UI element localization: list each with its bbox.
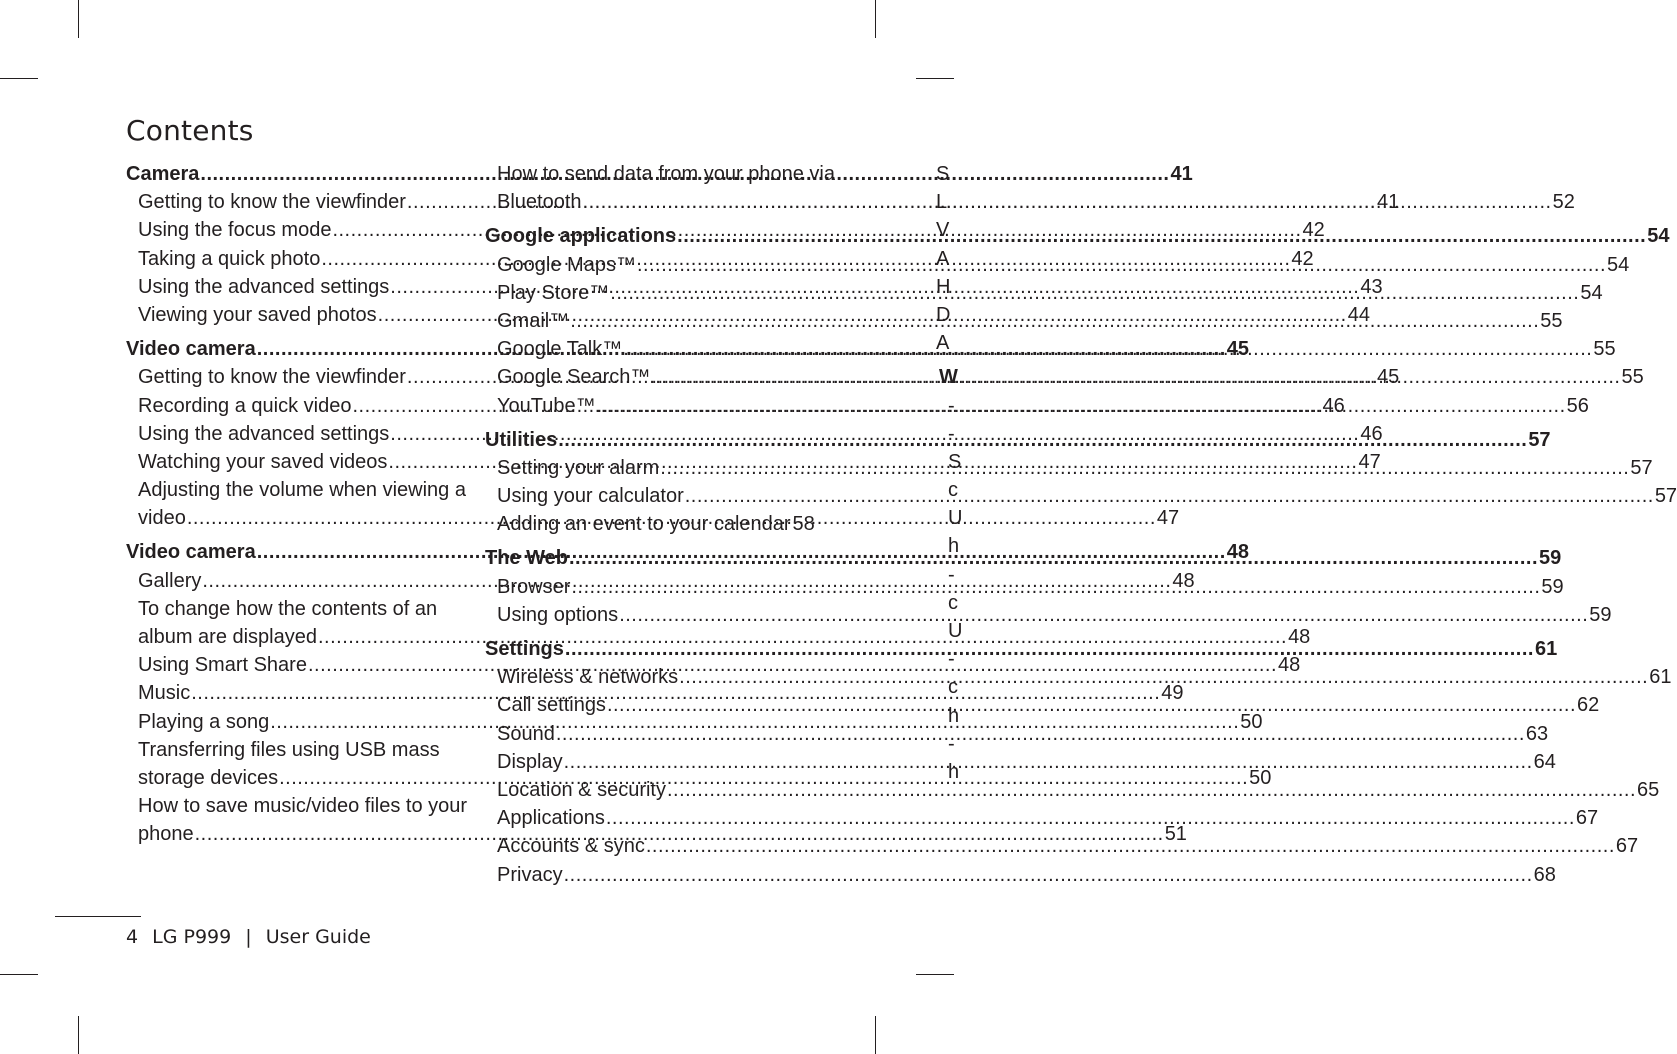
toc-page-number: 55 bbox=[1540, 309, 1563, 332]
toc-page-number: 63 bbox=[1525, 722, 1549, 745]
toc-page-number: 67 bbox=[1575, 807, 1599, 830]
dot-leader bbox=[558, 426, 1527, 454]
toc-entry[interactable] bbox=[485, 748, 1556, 776]
toc-page-number: 42 bbox=[1291, 247, 1314, 270]
toc-entry-title: Gmail™ bbox=[497, 309, 570, 332]
toc-page-number: 48 bbox=[1288, 626, 1311, 648]
edge-fragment: L bbox=[936, 191, 948, 214]
toc-page-number: 58 bbox=[792, 513, 815, 536]
toc-entry-text: How to send data from your phone via bbox=[497, 163, 835, 185]
edge-fragment: U bbox=[948, 620, 963, 642]
toc-page-number: 48 bbox=[1226, 541, 1250, 564]
toc-page-number: 54 bbox=[1647, 225, 1670, 248]
toc-page-number: 42 bbox=[1302, 219, 1325, 242]
dot-leader bbox=[597, 392, 1566, 420]
toc-entry-title: Music bbox=[138, 682, 191, 705]
toc-page-number: 49 bbox=[1161, 682, 1184, 705]
toc-page-number: 59 bbox=[1539, 547, 1562, 570]
dot-leader bbox=[606, 804, 1575, 832]
edge-fragment: - bbox=[948, 732, 955, 755]
toc-page-number: 46 bbox=[1360, 422, 1383, 445]
dot-leader bbox=[637, 251, 1606, 279]
toc-page-number: 59 bbox=[1589, 603, 1612, 626]
dot-leader bbox=[677, 222, 1646, 250]
dot-leader bbox=[607, 691, 1576, 719]
toc-entry-title: Wireless & networks bbox=[497, 666, 679, 689]
toc-entry-title: Camera bbox=[126, 163, 200, 185]
dot-leader bbox=[651, 363, 1620, 391]
toc-page-number: 61 bbox=[1649, 666, 1672, 689]
toc-page-number: 51 bbox=[1164, 823, 1187, 846]
toc-page-number: 59 bbox=[1541, 575, 1564, 598]
toc-page-number: 44 bbox=[1347, 303, 1370, 326]
toc-entry-text: How to save music/video files to your bbox=[138, 795, 468, 818]
dot-leader bbox=[660, 454, 1629, 482]
toc-entry-title: Google Maps™ bbox=[497, 253, 636, 276]
edge-fragment: h bbox=[948, 535, 960, 558]
edge-fragment: - bbox=[948, 563, 955, 586]
dot-leader bbox=[619, 601, 1588, 629]
toc-page-number: 55 bbox=[1593, 338, 1616, 361]
edge-fragment: A bbox=[936, 332, 950, 355]
toc-entry-title: Taking a quick photo bbox=[138, 247, 321, 270]
dot-leader bbox=[571, 573, 1540, 601]
toc-entry-title: Google Search™ bbox=[497, 366, 651, 389]
toc-page-number: 62 bbox=[1577, 694, 1600, 717]
toc-page-number: 52 bbox=[1552, 191, 1575, 214]
toc-page-number: 64 bbox=[1533, 750, 1556, 773]
toc-entry-title: Gallery bbox=[138, 569, 202, 592]
toc-entry-text: To change how the contents of an bbox=[138, 597, 438, 620]
page-footer bbox=[126, 926, 379, 948]
edge-fragment: c bbox=[948, 591, 958, 614]
toc-page-number: 57 bbox=[1630, 456, 1653, 479]
edge-fragment: U bbox=[948, 507, 963, 530]
toc-page-number: 46 bbox=[1322, 394, 1345, 417]
toc-page-number: 57 bbox=[1528, 428, 1551, 451]
toc-entry-title: Call settings bbox=[497, 694, 606, 717]
edge-fragment: A bbox=[936, 247, 950, 270]
dot-leader bbox=[564, 748, 1533, 776]
crop-mark-left-top bbox=[0, 78, 38, 79]
toc-entry-title: phone bbox=[138, 823, 194, 846]
toc-page-number: 47 bbox=[1358, 450, 1381, 473]
toc-entry-title: Watching your saved videos bbox=[138, 450, 388, 473]
toc-entry-title: Recording a quick video bbox=[138, 394, 352, 417]
edge-fragment: - bbox=[948, 394, 955, 417]
footer-guide: User Guide bbox=[265, 926, 371, 948]
adjacent-page-edge bbox=[936, 160, 963, 786]
toc-entry-title: Getting to know the viewfinder bbox=[138, 191, 406, 214]
toc-entry-title: Playing a song bbox=[138, 710, 270, 733]
toc-page-number: 48 bbox=[1172, 569, 1195, 592]
toc-entry-title: Using the advanced settings bbox=[138, 422, 390, 445]
toc-page-number: 55 bbox=[1621, 366, 1644, 389]
toc-entry-title: YouTube™ bbox=[497, 394, 596, 417]
crop-mark-right-top bbox=[916, 78, 954, 79]
edge-fragment: W bbox=[939, 366, 958, 389]
toc-page-number: 48 bbox=[1278, 654, 1301, 677]
crop-mark-bottom-right bbox=[875, 1016, 876, 1054]
toc-page-number: 65 bbox=[1637, 778, 1660, 801]
toc-entry-title: Viewing your saved photos bbox=[138, 303, 377, 326]
dot-leader bbox=[685, 482, 1654, 510]
toc-page-number: 54 bbox=[1607, 253, 1630, 276]
toc-entry-title: Using Smart Share bbox=[138, 654, 307, 677]
toc-entry-title: Using options bbox=[497, 603, 619, 626]
toc-entry-title: video bbox=[138, 507, 186, 530]
toc-entry-title: Display bbox=[497, 750, 563, 773]
toc-page-number: 43 bbox=[1360, 275, 1383, 298]
edge-fragment: H bbox=[936, 275, 951, 298]
crop-mark-bottom-left bbox=[78, 1016, 79, 1054]
toc-entry-title: Adding an event to your calendar bbox=[497, 513, 791, 536]
dot-leader bbox=[570, 307, 1539, 335]
page-title: Contents bbox=[126, 114, 254, 147]
dot-leader bbox=[623, 335, 1592, 363]
toc-page-number: 50 bbox=[1240, 710, 1263, 733]
toc-entry-title: album are displayed bbox=[138, 626, 317, 648]
toc-entry-title: Video camera bbox=[126, 541, 256, 564]
toc-entry-title: Video camera bbox=[126, 338, 256, 361]
edge-fragment: V bbox=[936, 219, 950, 242]
edge-fragment: - bbox=[948, 422, 955, 445]
dot-leader bbox=[667, 776, 1636, 804]
toc-page-number: 45 bbox=[1376, 366, 1400, 389]
toc-page-number: 68 bbox=[1533, 863, 1556, 886]
edge-fragment: S bbox=[948, 450, 962, 473]
toc-page-number: 50 bbox=[1249, 766, 1272, 789]
toc-entry-title: Utilities bbox=[485, 428, 558, 451]
toc-entry-title: Using the focus mode bbox=[138, 219, 332, 242]
toc-entry[interactable] bbox=[485, 482, 1677, 510]
dot-leader bbox=[565, 635, 1534, 663]
footer-model: LG P999 bbox=[152, 926, 232, 948]
toc-entry-text: Adjusting the volume when viewing a bbox=[138, 479, 466, 502]
toc-entry[interactable] bbox=[485, 601, 1612, 629]
toc-page-number: 67 bbox=[1615, 835, 1639, 858]
toc-entry-title: Accounts & sync bbox=[497, 835, 645, 858]
toc-page-number: 41 bbox=[1170, 163, 1193, 185]
toc-entry-text: Transferring files using USB mass bbox=[138, 738, 440, 761]
toc-page-number: 56 bbox=[1566, 394, 1589, 417]
edge-fragment: h bbox=[948, 704, 960, 727]
footer-rule bbox=[55, 916, 141, 917]
toc-entry-title: Setting your alarm bbox=[497, 456, 660, 479]
crop-mark-right-bottom bbox=[916, 974, 954, 975]
toc-page-number: 47 bbox=[1156, 507, 1180, 530]
toc-entry-title: Sound bbox=[497, 722, 555, 745]
edge-fragment: - bbox=[948, 648, 955, 671]
toc-page-number: 57 bbox=[1654, 485, 1677, 508]
edge-fragment: D bbox=[936, 303, 951, 326]
toc-entry-title: storage devices bbox=[138, 766, 279, 789]
dot-leader bbox=[610, 279, 1579, 307]
toc-page-number: 45 bbox=[1226, 338, 1250, 361]
toc-entry-title: Bluetooth bbox=[497, 191, 582, 214]
toc-entry-title: Privacy bbox=[497, 863, 563, 886]
toc-entry-title: Using the advanced settings bbox=[138, 275, 390, 298]
toc-entry[interactable] bbox=[485, 510, 815, 538]
dot-leader bbox=[569, 544, 1538, 572]
edge-fragment: c bbox=[948, 479, 958, 502]
crop-mark-top-right bbox=[875, 0, 876, 38]
toc-entry-title: Play Store™ bbox=[497, 281, 610, 304]
toc-entry-title: Getting to know the viewfinder bbox=[138, 366, 406, 389]
edge-fragment: c bbox=[948, 676, 958, 699]
toc-entry-title: Browser bbox=[497, 575, 571, 598]
crop-mark-top-left bbox=[78, 0, 79, 38]
toc-entry-title: Google applications bbox=[485, 225, 677, 248]
toc-page-number: 61 bbox=[1534, 638, 1558, 660]
dot-leader bbox=[564, 861, 1533, 889]
crop-mark-left-bottom bbox=[0, 974, 38, 975]
dot-leader bbox=[679, 663, 1648, 691]
toc-entry-title: Settings bbox=[485, 638, 564, 660]
page-number: 4 bbox=[126, 926, 139, 948]
edge-fragment: S bbox=[936, 163, 950, 185]
toc-entry-title: Location & security bbox=[497, 778, 666, 801]
toc-entry-title: The Web bbox=[485, 547, 568, 570]
edge-fragment: h bbox=[948, 760, 960, 783]
toc-entry-title: Applications bbox=[497, 807, 605, 830]
toc-entry[interactable] bbox=[485, 861, 1556, 889]
dot-leader bbox=[556, 720, 1525, 748]
toc-page-number: 54 bbox=[1580, 281, 1603, 304]
dot-leader bbox=[646, 832, 1615, 860]
toc-page-number: 41 bbox=[1376, 191, 1400, 214]
dot-leader bbox=[583, 188, 1552, 216]
footer-separator: | bbox=[245, 926, 252, 948]
toc-entry-title: Google Talk™ bbox=[497, 338, 623, 361]
toc-entry-title: Using your calculator bbox=[497, 485, 684, 508]
toc-entry[interactable] bbox=[485, 804, 1599, 832]
